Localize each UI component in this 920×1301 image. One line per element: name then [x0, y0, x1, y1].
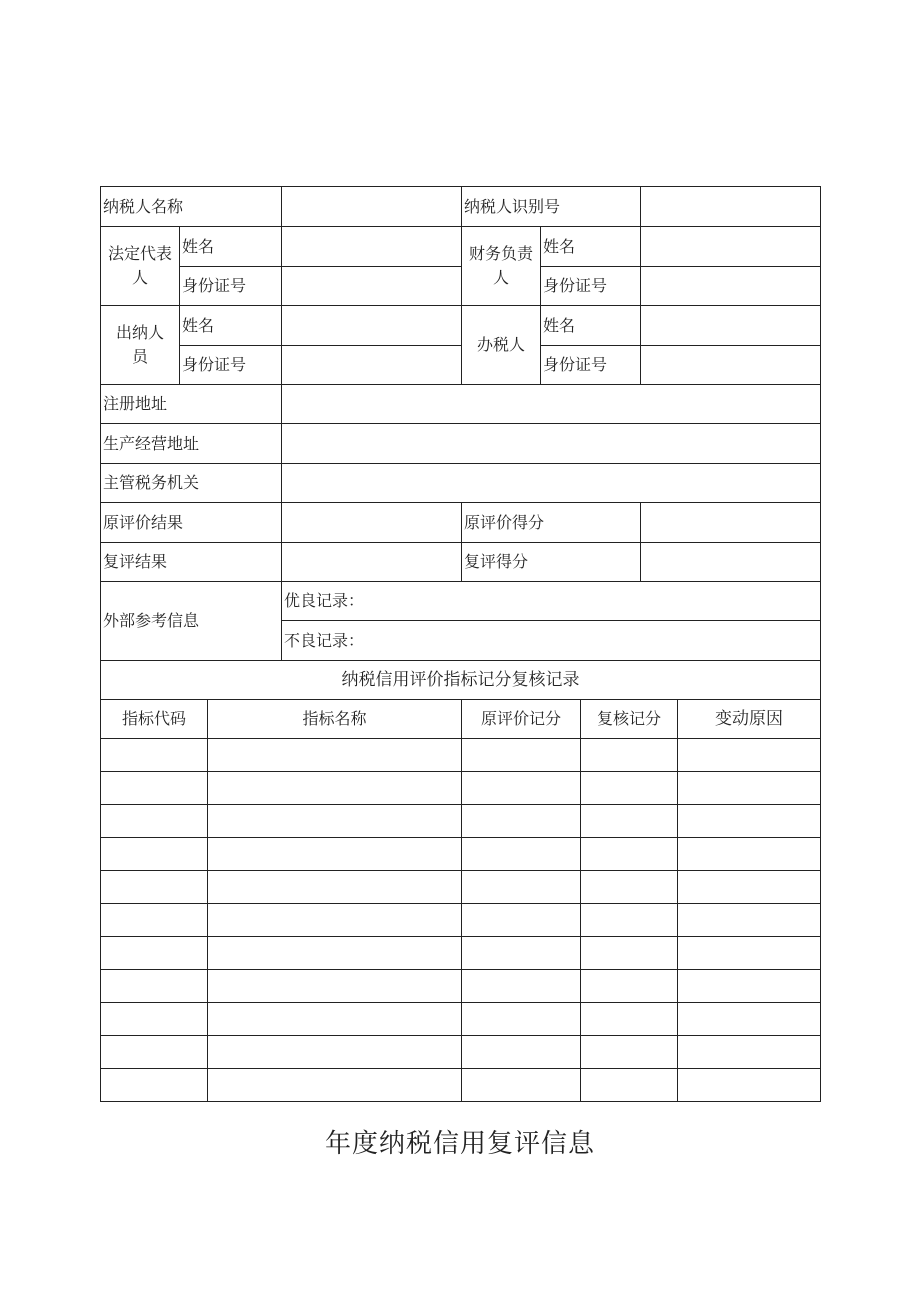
- table-cell[interactable]: [678, 1003, 820, 1035]
- table-cell[interactable]: [208, 1036, 461, 1068]
- review-score-label: 复评得分: [464, 552, 529, 571]
- table-cell[interactable]: [581, 904, 677, 936]
- table-cell[interactable]: [581, 1003, 677, 1035]
- legal-rep-id-label: 身份证号: [182, 275, 247, 295]
- table-cell[interactable]: [101, 871, 207, 903]
- orig-result-value[interactable]: [282, 503, 461, 542]
- business-address-value[interactable]: [282, 424, 820, 463]
- table-cell[interactable]: [208, 970, 461, 1002]
- tax-agent-name-label: 姓名: [543, 315, 576, 335]
- review-result-label: 复评结果: [103, 552, 168, 571]
- table-cell[interactable]: [462, 838, 580, 870]
- table-cell[interactable]: [678, 871, 820, 903]
- taxpayer-id-value[interactable]: [641, 187, 820, 226]
- review-result-value[interactable]: [282, 543, 461, 581]
- grid-line: [820, 186, 821, 1102]
- finance-head-id-value[interactable]: [641, 266, 820, 305]
- finance-head-label: 财务负责人: [468, 244, 533, 287]
- table-cell[interactable]: [208, 838, 461, 870]
- table-cell[interactable]: [208, 937, 461, 969]
- table-cell[interactable]: [581, 970, 677, 1002]
- finance-head-name-value[interactable]: [641, 227, 820, 266]
- header-review-score: 复核记分: [596, 709, 661, 728]
- cashier-id-value[interactable]: [282, 345, 461, 384]
- table-cell[interactable]: [208, 805, 461, 837]
- document-title: 年度纳税信用复评信息: [324, 1129, 595, 1159]
- table-cell[interactable]: [462, 805, 580, 837]
- table-cell[interactable]: [462, 871, 580, 903]
- legal-rep-name-value[interactable]: [282, 227, 461, 266]
- good-record-field[interactable]: 优良记录：: [284, 591, 365, 610]
- orig-score-label: 原评价得分: [464, 512, 545, 532]
- taxpayer-name-value[interactable]: [282, 187, 461, 226]
- table-cell[interactable]: [101, 1069, 207, 1101]
- cashier-id-label: 身份证号: [182, 354, 247, 374]
- finance-head-name-label: 姓名: [543, 236, 576, 256]
- tax-agent-label: 办税人: [476, 335, 525, 354]
- table-cell[interactable]: [208, 1003, 461, 1035]
- table-cell[interactable]: [678, 772, 820, 804]
- table-cell[interactable]: [208, 871, 461, 903]
- table-cell[interactable]: [678, 739, 820, 771]
- legal-rep-id-value[interactable]: [282, 266, 461, 305]
- table-cell[interactable]: [208, 739, 461, 771]
- table-cell[interactable]: [678, 1069, 820, 1101]
- table-cell[interactable]: [208, 904, 461, 936]
- legal-rep-name-label: 姓名: [182, 236, 215, 256]
- header-indicator-name: 指标名称: [302, 709, 367, 728]
- table-cell[interactable]: [101, 1036, 207, 1068]
- header-orig-score: 原评价记分: [480, 709, 561, 728]
- table-cell[interactable]: [581, 1036, 677, 1068]
- table-cell[interactable]: [101, 805, 207, 837]
- table-cell[interactable]: [462, 937, 580, 969]
- table-cell[interactable]: [101, 1003, 207, 1035]
- table-cell[interactable]: [678, 838, 820, 870]
- orig-score-value[interactable]: [641, 503, 820, 542]
- table-cell[interactable]: [581, 937, 677, 969]
- table-cell[interactable]: [581, 739, 677, 771]
- table-cell[interactable]: [101, 970, 207, 1002]
- cashier-label: 出纳人员: [115, 323, 164, 366]
- table-cell[interactable]: [101, 838, 207, 870]
- table-cell[interactable]: [101, 937, 207, 969]
- table-cell[interactable]: [581, 805, 677, 837]
- table-cell[interactable]: [678, 904, 820, 936]
- legal-rep-label: 法定代表人: [107, 244, 172, 287]
- table-cell[interactable]: [462, 772, 580, 804]
- tax-agent-id-label: 身份证号: [543, 354, 608, 374]
- table-cell[interactable]: [101, 739, 207, 771]
- table-cell[interactable]: [678, 1036, 820, 1068]
- table-cell[interactable]: [581, 1069, 677, 1101]
- table-cell[interactable]: [462, 1069, 580, 1101]
- table-cell[interactable]: [208, 772, 461, 804]
- business-address-label: 生产经营地址: [103, 433, 200, 453]
- cashier-name-value[interactable]: [282, 306, 461, 345]
- bad-record-field[interactable]: 不良记录：: [284, 630, 365, 650]
- table-cell[interactable]: [208, 1069, 461, 1101]
- table-cell[interactable]: [101, 772, 207, 804]
- external-info-label: 外部参考信息: [103, 611, 200, 630]
- header-indicator-code: 指标代码: [121, 709, 186, 728]
- review-score-value[interactable]: [641, 543, 820, 581]
- taxpayer-name-label: 纳税人名称: [103, 196, 184, 216]
- table-cell[interactable]: [101, 904, 207, 936]
- table-cell[interactable]: [581, 838, 677, 870]
- taxpayer-id-label: 纳税人识别号: [464, 196, 561, 216]
- table-cell[interactable]: [462, 904, 580, 936]
- table-cell[interactable]: [581, 871, 677, 903]
- finance-head-id-label: 身份证号: [543, 275, 608, 295]
- table-cell[interactable]: [462, 739, 580, 771]
- tax-authority-value[interactable]: [282, 464, 820, 502]
- cashier-name-label: 姓名: [182, 315, 215, 335]
- table-cell[interactable]: [462, 1003, 580, 1035]
- table-cell[interactable]: [462, 970, 580, 1002]
- header-change-reason: 变动原因: [715, 709, 783, 729]
- reg-address-label: 注册地址: [103, 394, 168, 413]
- reg-address-value[interactable]: [282, 385, 820, 423]
- table-cell[interactable]: [678, 937, 820, 969]
- section-title: 纳税信用评价指标记分复核记录: [341, 670, 580, 690]
- tax-authority-label: 主管税务机关: [103, 473, 200, 492]
- orig-result-label: 原评价结果: [103, 512, 184, 532]
- table-cell[interactable]: [462, 1036, 580, 1068]
- table-cell[interactable]: [678, 805, 820, 837]
- table-cell[interactable]: [581, 772, 677, 804]
- tax-agent-name-value[interactable]: [641, 306, 820, 345]
- tax-agent-id-value[interactable]: [641, 345, 820, 384]
- table-cell[interactable]: [678, 970, 820, 1002]
